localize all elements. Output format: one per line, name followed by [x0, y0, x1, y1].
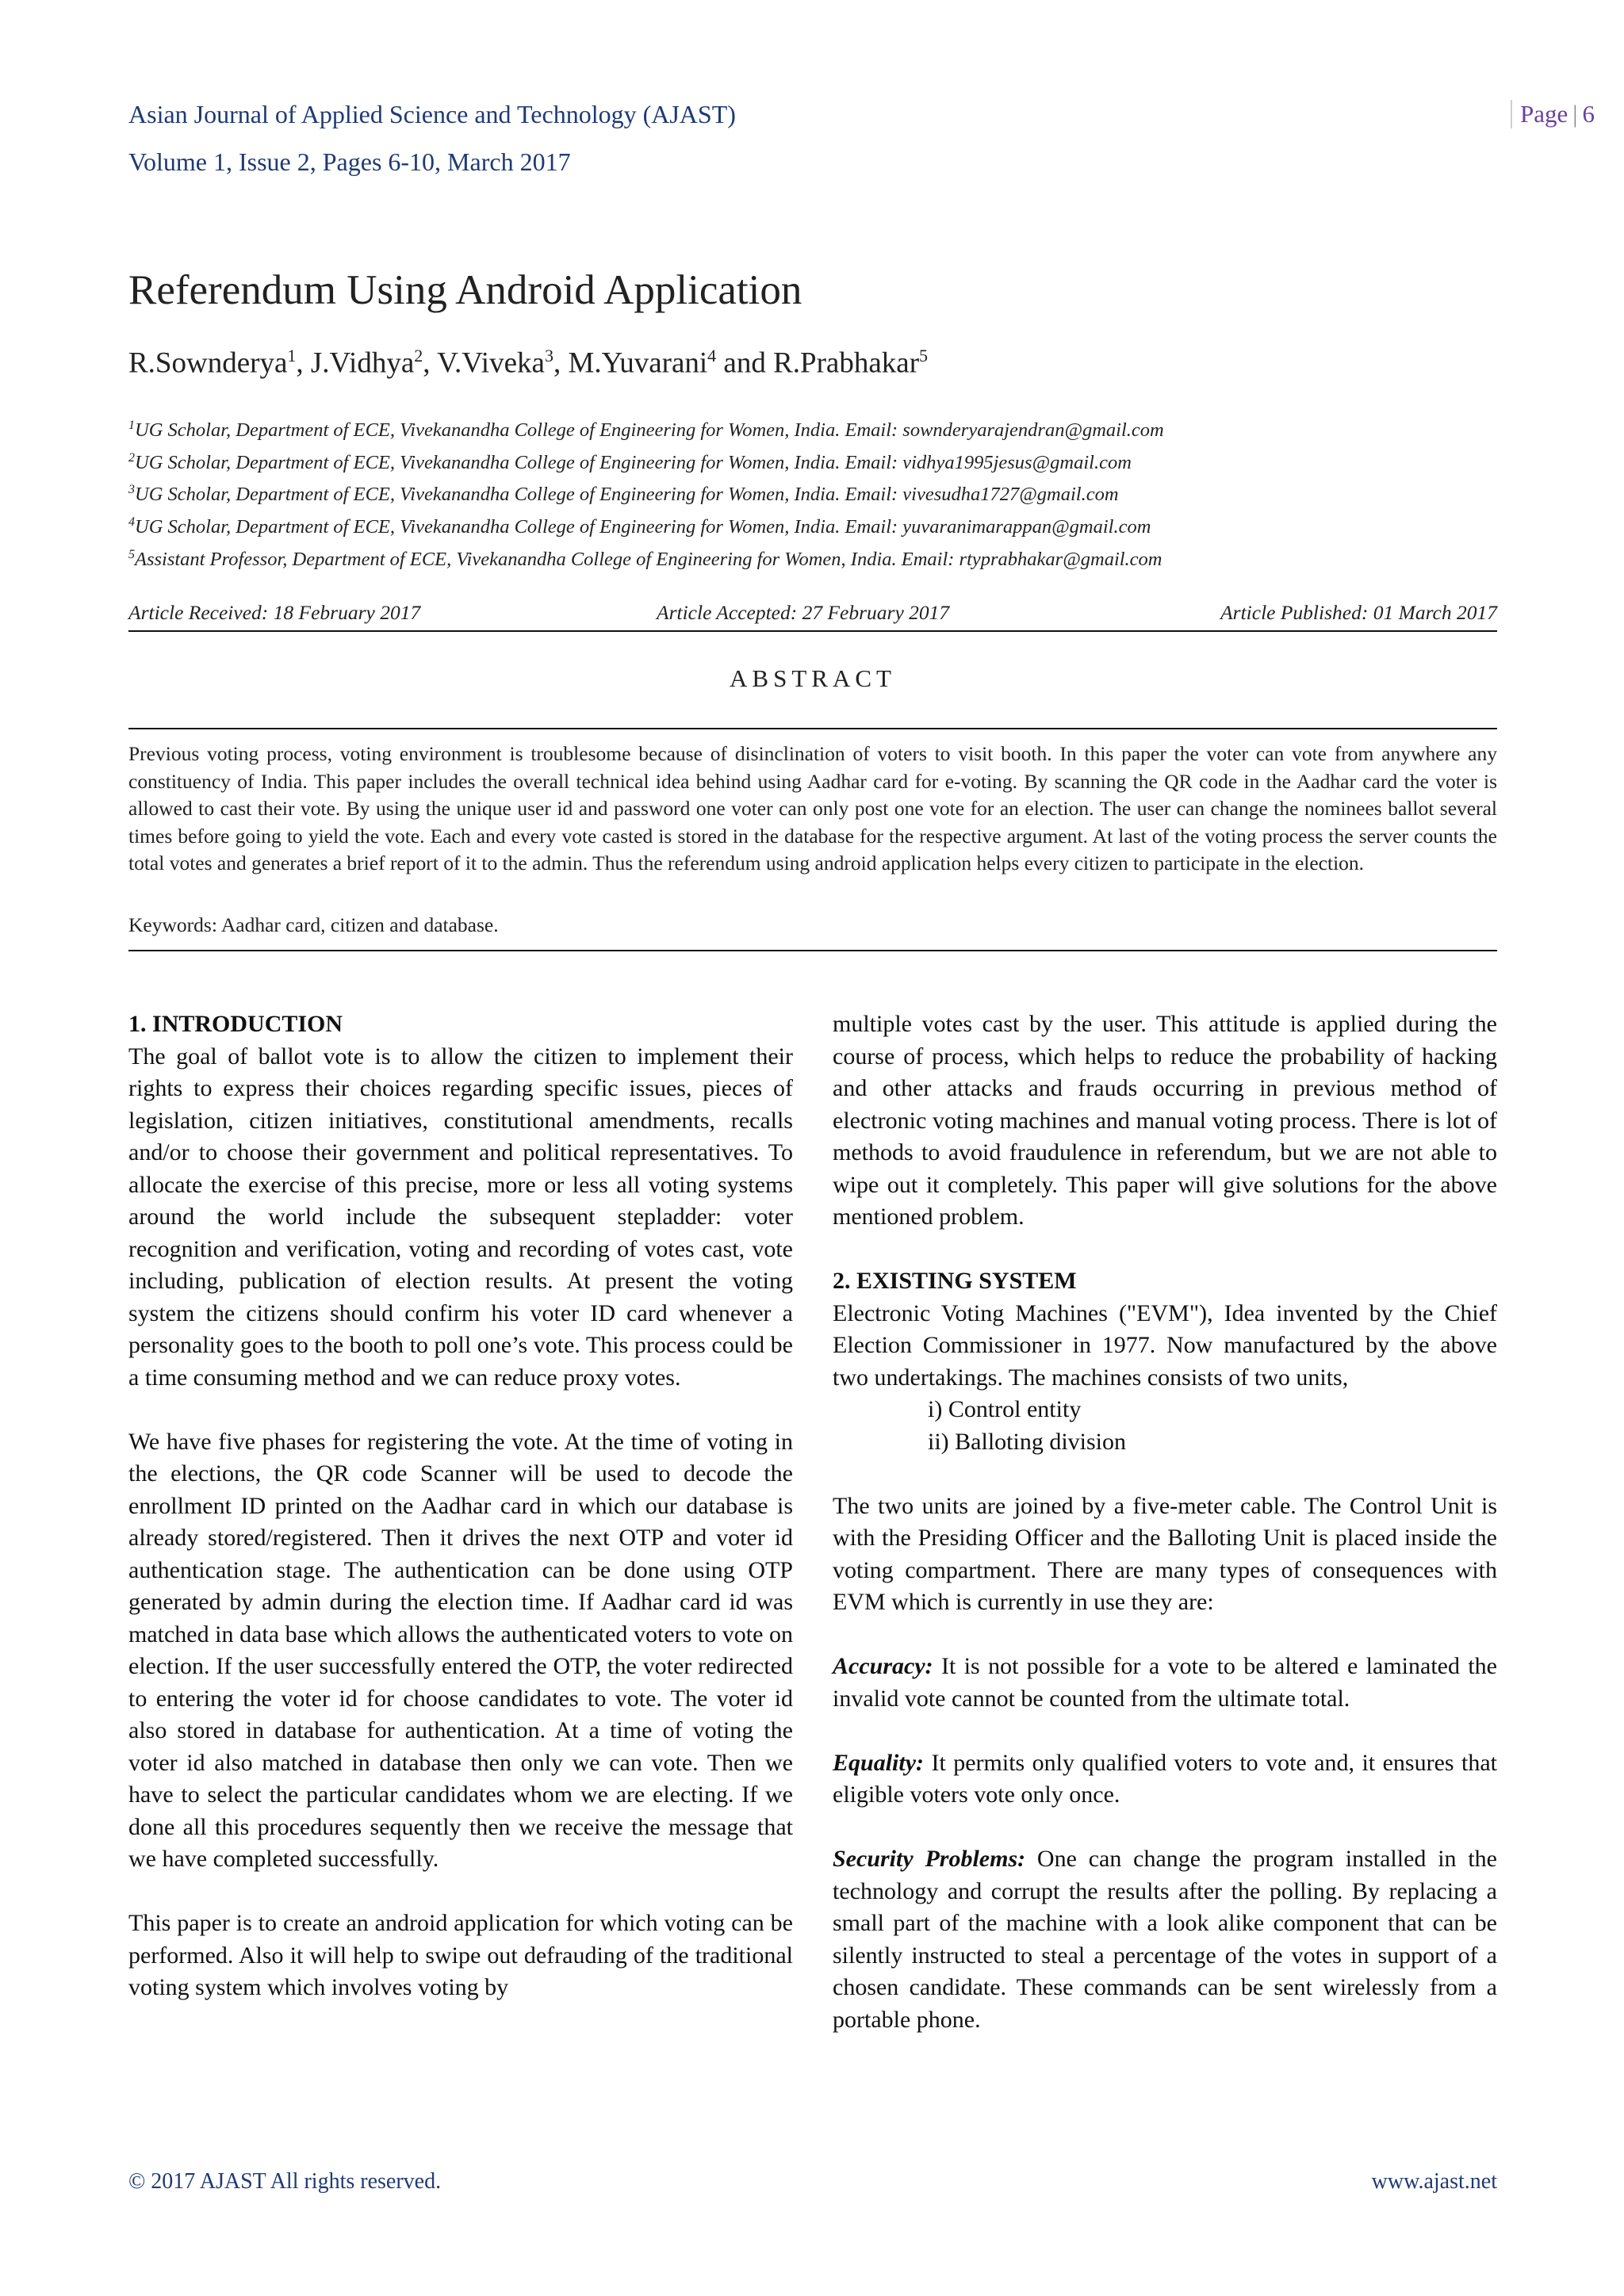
page-label: Page	[1520, 100, 1568, 128]
keywords: Keywords: Aadhar card, citizen and database.	[128, 913, 499, 936]
paragraph: Electronic Voting Machines ("EVM"), Idea invented by the Chief Election Commissioner in 1977. Now manufactured by the above two undertakings. The machines consists of two units,	[833, 1299, 1497, 1391]
affiliation-text: UG Scholar, Department of ECE, Vivekanandha College of Engineering for Women, India. Email: vidhya1995jesus@gmail.com	[135, 451, 1132, 473]
left-column	[128, 1008, 793, 2004]
journal-header	[128, 90, 736, 186]
paragraph: The goal of ballot vote is to allow the citizen to implement their rights to express their choices regarding specific issues, pieces of legislation, citizen initiatives, constitutional amendments, recalls and/or to choose their government and political representatives. To allocate the exercise of this precise, more or less all voting systems around the world include the subsequent stepladder: voter recognition and verification, voting and recording of votes cast, vote including, publication of election results. At present the voting system the citizens should confirm his voter ID card whenever a personality goes to the booth to poll one’s vote. This process could be a time consuming method and we can reduce proxy votes.	[128, 1043, 793, 1391]
page-number: 6	[1582, 100, 1595, 128]
paragraph	[833, 1747, 1497, 1812]
term-security-problems: Security Problems:	[833, 1846, 1026, 1872]
affiliation-text: UG Scholar, Department of ECE, Vivekanandha College of Engineering for Women, India. Email: sownderyarajendran@gmail.com	[135, 419, 1164, 442]
author-name: V.Viveka	[437, 346, 545, 380]
author-sup: 2	[414, 346, 423, 365]
affiliation-line	[128, 412, 1556, 445]
term-accuracy: Accuracy:	[833, 1653, 933, 1679]
author-separator: ,	[553, 346, 569, 380]
author-name: R.Sownderya	[128, 346, 288, 380]
date-accepted: Article Accepted: 27 February 2017	[657, 601, 950, 624]
affiliation-sup: 2	[128, 450, 135, 465]
abstract-heading: ABSTRACT	[730, 664, 896, 692]
spacer	[128, 1876, 793, 1908]
date-published: Article Published: 01 March 2017	[1220, 601, 1497, 624]
paragraph	[833, 1843, 1497, 2036]
author-sup: 4	[707, 346, 717, 365]
author-sup: 3	[544, 346, 553, 365]
affiliation-line	[128, 445, 1556, 477]
section-heading-existing-system: 2. EXISTING SYSTEM	[833, 1268, 1077, 1294]
journal-name: Asian Journal of Applied Science and Technology (AJAST)	[128, 100, 736, 128]
paragraph: The two units are joined by a five-meter cable. The Control Unit is with the Presiding Officer and the Balloting Unit is placed inside the voting compartment. There are many types of consequences with EVM which is currently in use they are:	[833, 1492, 1497, 1615]
affiliation-line	[128, 509, 1556, 541]
affiliation-line	[128, 541, 1556, 574]
author-list	[128, 346, 928, 380]
heading-number: 1. I	[128, 1011, 162, 1037]
heading-rest: NTRODUCTION	[161, 1011, 343, 1037]
term-text: It is not possible for a vote to be altered e laminated the invalid vote cannot be counted from the ultimate total.	[833, 1653, 1497, 1712]
spacer	[833, 1715, 1497, 1747]
affiliation-sup: 5	[128, 547, 135, 561]
spacer	[833, 1812, 1497, 1844]
author-sup: 5	[919, 346, 929, 365]
spacer	[833, 1619, 1497, 1651]
divider	[128, 728, 1497, 729]
affiliations	[128, 412, 1556, 573]
spacer	[128, 1394, 793, 1426]
paper-title: Referendum Using Android Application	[128, 267, 802, 313]
author-separator: and	[716, 346, 774, 380]
paragraph: multiple votes cast by the user. This attitude is applied during the course of process, which helps to reduce the probability of hacking and other attacks and frauds occurring in previous method of electronic voting machines and manual voting process. There is lot of methods to avoid fraudulence in referendum, but we are not able to wipe out it completely. This paper will give solutions for the above mentioned problem.	[833, 1011, 1497, 1230]
paragraph	[833, 1651, 1497, 1715]
page-indicator	[1511, 100, 1615, 128]
divider	[128, 630, 1497, 632]
page-separator: |	[1572, 100, 1578, 128]
term-text: One can change the program installed in the technology and corrupt the results after the polling. By replacing a small part of the machine with a look alike component that can be silently instructed to steal a percentage of the votes in support of a chosen candidate. These commands can be sent wirelessly from a portable phone.	[833, 1846, 1497, 2033]
volume-info: Volume 1, Issue 2, Pages 6-10, March 2017	[128, 147, 571, 176]
paragraph: This paper is to create an android application for which voting can be performed. Also it will help to swipe out defrauding of the traditional voting system which involves voting by	[128, 1910, 793, 2000]
spacer	[833, 1458, 1497, 1490]
affiliation-text: UG Scholar, Department of ECE, Vivekanandha College of Engineering for Women, India. Email: vivesudha1727@gmail.com	[135, 484, 1119, 506]
footer-website-link[interactable]: www.ajast.net	[1371, 2169, 1497, 2194]
affiliation-sup: 3	[128, 483, 135, 497]
footer-copyright: © 2017 AJAST All rights reserved.	[128, 2169, 442, 2194]
paragraph: We have five phases for registering the vote. At the time of voting in the elections, the QR code Scanner will be used to decode the enrollment ID printed on the Aadhar card in which our database is already stored/registered. Then it drives the next OTP and voter id authentication stage. The authentication can be done using OTP generated by admin during the election time. If Aadhar card id was matched in data base which allows the authenticated voters to vote on election. If the user successfully entered the OTP, the voter redirected to entering the voter id for choose candidates to vote. The voter id also stored in database for authentication. At a time of voting the voter id also matched in database then only we can vote. Then we have to select the particular candidates whom we are electing. If we done all this procedures sequently then we receive the message that we have completed successfully.	[128, 1428, 793, 1872]
author-name: M.Yuvarani	[568, 346, 708, 380]
list-item: i) Control entity	[928, 1396, 1082, 1422]
affiliation-sup: 4	[128, 515, 135, 529]
list-item: ii) Balloting division	[928, 1428, 1127, 1455]
term-equality: Equality:	[833, 1749, 925, 1776]
section-heading-introduction	[128, 1008, 793, 1041]
affiliation-text: UG Scholar, Department of ECE, Vivekanandha College of Engineering for Women, India. Email: yuvaranimarappan@gmail.com	[135, 516, 1151, 538]
spacer	[833, 1234, 1497, 1266]
author-separator: ,	[296, 346, 311, 380]
affiliation-sup: 1	[128, 419, 135, 432]
affiliation-line	[128, 476, 1556, 509]
article-dates	[128, 601, 1497, 625]
author-sup: 1	[287, 346, 297, 365]
author-name: R.Prabhakar	[773, 346, 920, 380]
affiliation-text: Assistant Professor, Department of ECE, Vivekanandha College of Engineering for Women, India. Email: rtyprabhakar@gmail.com	[135, 548, 1162, 570]
author-name: J.Vidhya	[310, 346, 415, 380]
abstract-text: Previous voting process, voting environment is troublesome because of disinclination of voters to visit booth. In this paper the voter can vote from anywhere any constituency of India. This paper includes the overall technical idea behind using Aadhar card for e-voting. By scanning the QR code in the Aadhar card the voter is allowed to cast their vote. By using the unique user id and password one voter can only post one vote for an election. The user can change the nominees ballot several times before going to yield the vote. Each and every vote casted is stored in the database for the respective argument. At last of the voting process the server counts the total votes and generates a brief report of it to the admin. Thus the referendum using android application helps every citizen to participate in the election.	[128, 742, 1497, 874]
author-separator: ,	[423, 346, 438, 380]
right-column	[833, 1008, 1497, 2036]
term-text: It permits only qualified voters to vote and, it ensures that eligible voters vote only once.	[833, 1749, 1497, 1808]
date-received: Article Received: 18 February 2017	[128, 601, 421, 624]
divider	[128, 950, 1497, 951]
